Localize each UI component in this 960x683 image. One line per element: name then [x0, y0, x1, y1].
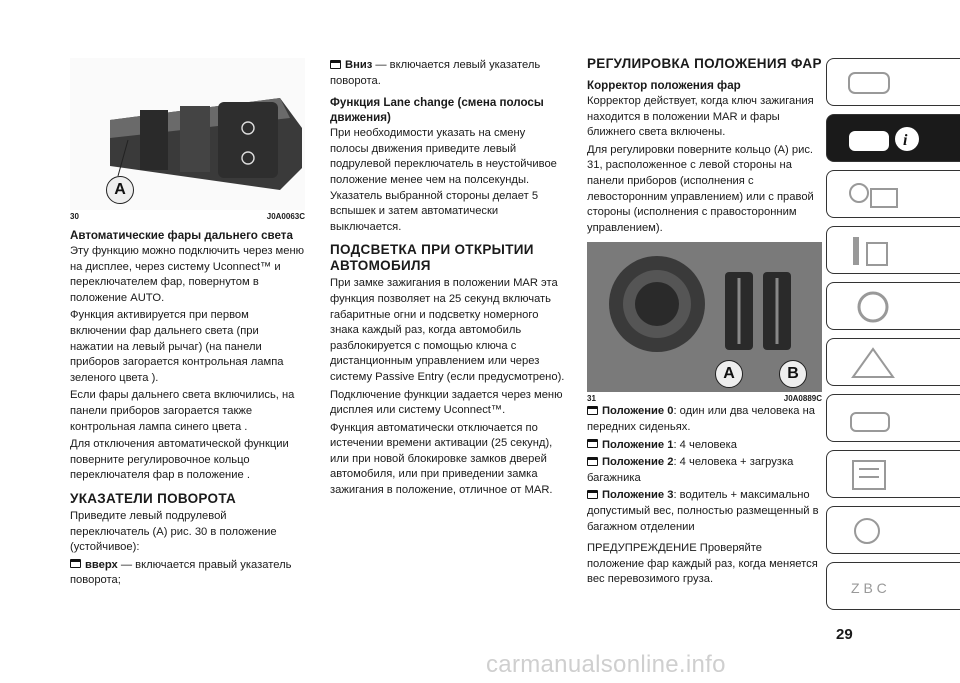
paragraph-corrector-1: Корректор действует, когда ключ зажигания находится в положении MAR и фары ближнего света включены.: [587, 95, 814, 139]
svg-text:Z B C: Z B C: [851, 580, 887, 596]
position-1-label: Положение 1: [602, 438, 674, 451]
bullet-icon: [587, 439, 598, 448]
tab-media[interactable]: [826, 506, 960, 554]
column-2: [330, 58, 565, 501]
paragraph-2: Функция активируется при первом включении фар дальнего света (при нажатии на левый рычаг) (на панели приборов загорается контрольная лампа зеленого цвета ).: [70, 309, 284, 384]
bullet-icon: [587, 406, 598, 415]
down-text: — включается левый указатель поворота.: [330, 59, 541, 87]
tab-service[interactable]: [826, 394, 960, 442]
position-2-text: : 4 человека + загрузка багажника: [587, 456, 794, 484]
index-letters-icon: [845, 569, 905, 605]
figure-30-label-a: A: [106, 176, 134, 204]
bullet-icon: [330, 60, 341, 69]
column-3: [587, 56, 822, 590]
tab-tools[interactable]: [826, 226, 960, 274]
figure-30: [70, 58, 305, 210]
heading-exit-lights: ПОДСВЕТКА ПРИ ОТКРЫТИИ АВТОМОБИЛЯ: [330, 242, 534, 274]
paragraph-1: Эту функцию можно подключить через меню на дисплее, через систему Uconnect™ и переключателем фар, повернутом в положение AUTO.: [70, 245, 305, 304]
car-info-icon: [845, 121, 925, 157]
figure-31: [587, 242, 822, 392]
heading-corrector: Корректор положения фар: [587, 79, 741, 92]
bullet-icon: [70, 559, 81, 568]
paragraph-down: [330, 58, 565, 89]
car-dashboard-icon: [845, 65, 895, 101]
figure-31-label-b: B: [779, 360, 807, 388]
tab-car-dashboard[interactable]: [826, 58, 960, 106]
figure-30-caption: [70, 212, 305, 222]
paragraph-lane-change: При необходимости указать на смену полосы движения приведите левый подрулевой переключатель в неустойчивое положение менее чем на полсекунды. Указатель выбранной стороны делает 5 вспышек и затем автоматически выключается.: [330, 127, 557, 233]
media-phone-icon: [845, 513, 905, 549]
bullet-icon: [587, 457, 598, 466]
position-1: [587, 438, 822, 454]
position-0-label: Положение 0: [602, 405, 674, 418]
bullet-icon: [587, 490, 598, 499]
position-0-text: : один или два человека на передних сиденьях.: [587, 405, 815, 433]
position-1-text: : 4 человека: [673, 438, 737, 451]
tab-specs[interactable]: [826, 450, 960, 498]
specs-list-icon: [845, 457, 905, 493]
warning-triangle-icon: [845, 345, 905, 381]
position-3-text: : водитель + максимально допустимый вес, полностью размещенный в багажном отделении: [587, 489, 819, 533]
figure-30-number: 30: [70, 212, 79, 221]
tab-lights-mail[interactable]: [826, 170, 960, 218]
paragraph-up: [70, 558, 305, 589]
position-3: [587, 488, 822, 535]
paragraph-5: Приведите левый подрулевой переключатель (A) рис. 30 в положение (устойчивое):: [70, 509, 277, 554]
tab-warning[interactable]: [826, 338, 960, 386]
paragraph-exit-1: При замке зажигания в положении MAR эта функция позволяет на 25 секунд включать габаритные огни и подсветку номерного знака каждый раз, когда автомобиль разблокируется с помощью ключа с дистанционным управлением или через систему Passive Entry (если предусмотрено).: [330, 277, 565, 383]
figure-31-label-a: A: [715, 360, 743, 388]
position-2: [587, 455, 822, 486]
figure-31-code: J0A0889C: [783, 394, 822, 404]
heading-auto-high-beam: Автоматические фары дальнего света: [70, 229, 293, 242]
car-service-icon: [845, 401, 905, 437]
paragraph-exit-3: Функция автоматически отключается по истечении времени активации (25 секунд), или при новой блокировке замков дверей автомобиля, или при приведении замка зажигания в положение, отличное от MAR.: [330, 421, 553, 497]
up-text: — включается правый указатель поворота;: [70, 558, 292, 587]
tab-car-info[interactable]: [826, 114, 960, 162]
figure-31-number: 31: [587, 394, 596, 404]
warning-text: ПРЕДУПРЕЖДЕНИЕ Проверяйте положение фар каждый раз, когда меняется вес перевозимого груза.: [587, 542, 818, 586]
svg-text:i: i: [903, 132, 908, 149]
heading-turn-signals: УКАЗАТЕЛИ ПОВОРОТА: [70, 490, 237, 506]
heading-headlight-adjust: РЕГУЛИРОВКА ПОЛОЖЕНИЯ ФАР: [587, 56, 822, 71]
tools-wrench-icon: [845, 233, 905, 269]
heading-lane-change: Функция Lane change (смена полосы движения): [330, 96, 544, 125]
position-2-label: Положение 2: [602, 456, 674, 469]
tab-index[interactable]: [826, 562, 960, 610]
light-mail-icon: [845, 177, 905, 213]
figure-30-code: J0A0063C: [266, 212, 305, 221]
steering-wheel-icon: [845, 289, 905, 325]
paragraph-3: Если фары дальнего света включились, на панели приборов загорается также контрольная лампа синего цвета .: [70, 389, 295, 433]
up-label: вверх: [85, 558, 118, 571]
watermark-text: carmanualsonline.info: [486, 651, 726, 678]
page-number: 29: [836, 626, 853, 643]
tab-steering[interactable]: [826, 282, 960, 330]
position-3-label: Положение 3: [602, 489, 674, 502]
figure-31-caption: [587, 394, 822, 404]
paragraph-corrector-2: Для регулировки поверните кольцо (A) рис. 31, расположенное с левой стороны на панели приборов (исполнения с левосторонним управлением) или с правой стороны (исполнения с правосторонним управлением).: [587, 143, 814, 234]
position-0: [587, 404, 822, 435]
down-label: Вниз: [345, 59, 373, 71]
paragraph-4: Для отключения автоматической функции поверните регулировочное кольцо переключателя фар в положение .: [70, 438, 289, 482]
paragraph-exit-2: Подключение функции задается через меню дисплея или систему Uconnect™.: [330, 388, 563, 417]
column-1: [70, 58, 305, 591]
